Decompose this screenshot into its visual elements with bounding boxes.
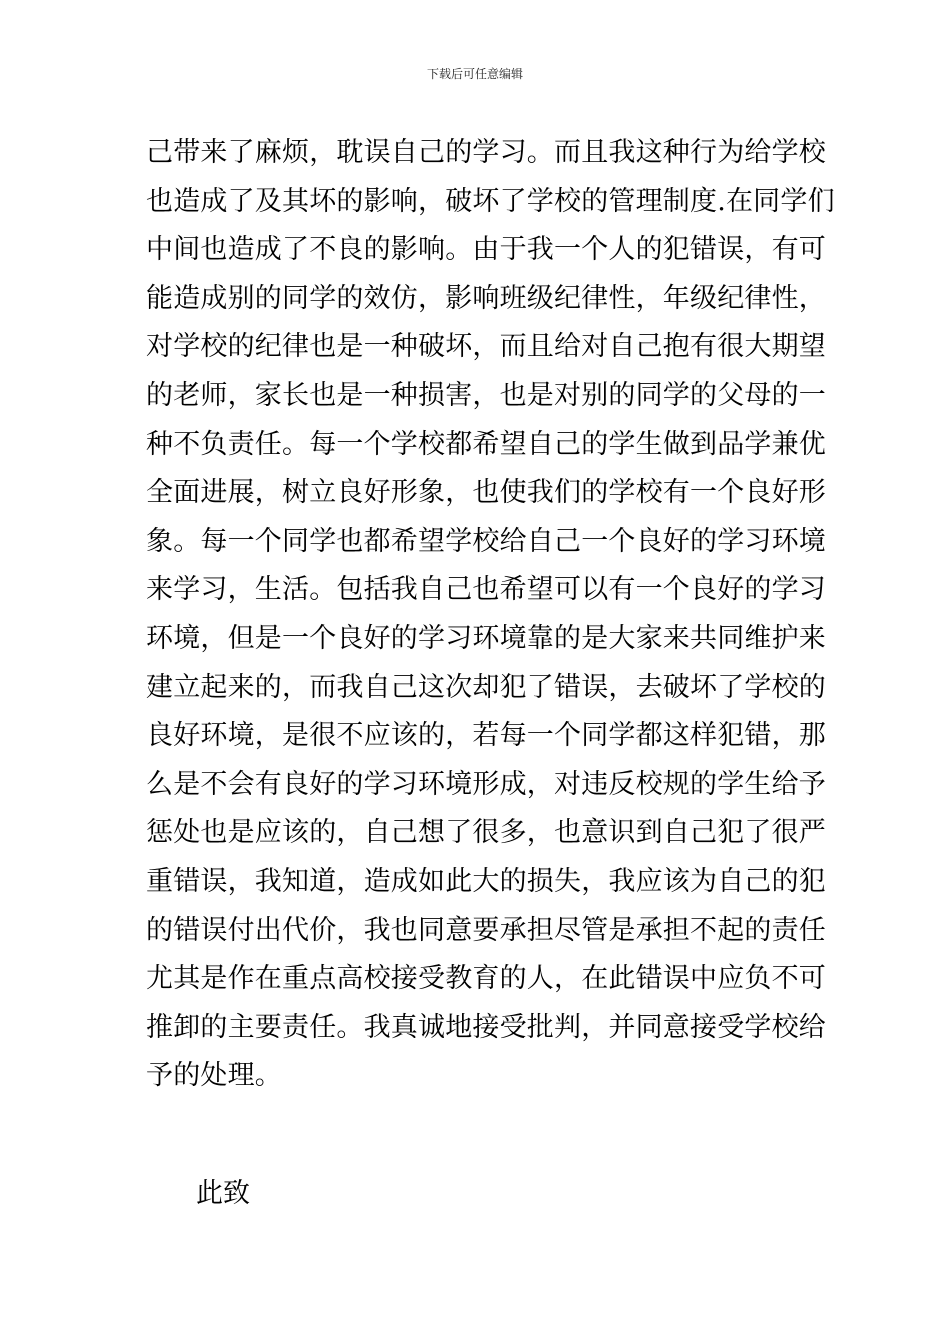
body-line: 予的处理。	[146, 1060, 282, 1092]
closing-salutation: 此致	[196, 1178, 250, 1209]
body-line: 惩处也是应该的，自己想了很多，也意识到自己犯了很严	[146, 817, 826, 849]
body-line: 象。每一个同学也都希望学校给自己一个良好的学习环境	[146, 525, 826, 557]
body-line: 也造成了及其坏的影响，破坏了学校的管理制度.在同学们	[146, 185, 835, 217]
page-header-note: 下载后可任意编辑	[426, 67, 523, 81]
body-line: 推卸的主要责任。我真诚地接受批判，并同意接受学校给	[146, 1011, 826, 1043]
body-line: 良好环境，是很不应该的，若每一个同学都这样犯错，那	[146, 720, 826, 752]
body-line: 种不负责任。每一个学校都希望自己的学生做到品学兼优	[146, 428, 826, 460]
body-line: 建立起来的，而我自己这次却犯了错误，去破坏了学校的	[146, 671, 826, 703]
body-line: 能造成别的同学的效仿，影响班级纪律性，年级纪律性，	[146, 282, 826, 314]
document-body	[146, 129, 835, 1101]
body-line: 己带来了麻烦，耽误自己的学习。而且我这种行为给学校	[146, 137, 826, 168]
body-line: 环境，但是一个良好的学习环境靠的是大家来共同维护来	[146, 622, 826, 654]
body-line: 重错误，我知道，造成如此大的损失，我应该为自己的犯	[146, 865, 826, 897]
body-line: 尤其是作在重点高校接受教育的人，在此错误中应负不可	[146, 963, 826, 995]
body-line: 的错误付出代价，我也同意要承担尽管是承担不起的责任	[146, 914, 826, 946]
body-line: 中间也造成了不良的影响。由于我一个人的犯错误，有可	[146, 234, 826, 266]
body-line: 么是不会有良好的学习环境形成，对违反校规的学生给予	[146, 768, 826, 800]
body-line: 的老师，家长也是一种损害，也是对别的同学的父母的一	[146, 379, 826, 411]
body-line: 全面进展，树立良好形象，也使我们的学校有一个良好形	[146, 477, 826, 509]
body-line: 对学校的纪律也是一种破坏，而且给对自己抱有很大期望	[146, 331, 826, 363]
body-line: 来学习，生活。包括我自己也希望可以有一个良好的学习	[146, 574, 826, 606]
